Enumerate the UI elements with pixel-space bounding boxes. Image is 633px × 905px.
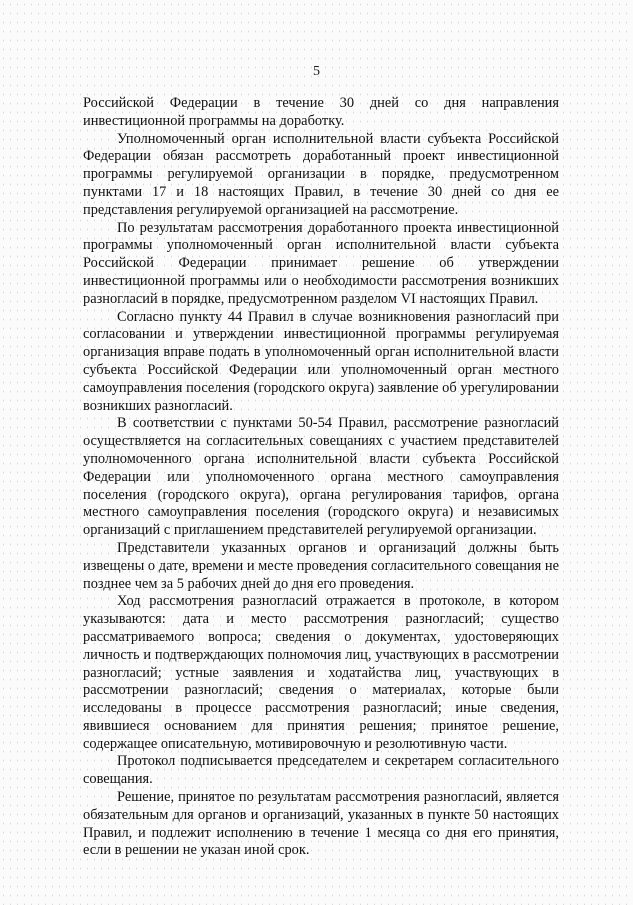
- paragraph-notification: Представители указанных органов и организаций должны быть извещены о дате, времени и месте проведения согласительного совещания не позднее чем за 5 рабочих дней до дня его проведения.: [83, 539, 559, 592]
- paragraph-decision-binding: Решение, принятое по результатам рассмотрения разногласий, является обязательным для органов и организаций, указанных в пункте 50 настоящих Правил, и подлежит исполнению в течение 1 месяца со дня его принятия, если в решении не указан иной срок.: [83, 789, 559, 859]
- paragraph-review-obligation: Уполномоченный орган исполнительной власти субъекта Российской Федерации обязан рассмотреть доработанный проект инвестиционной программы регулируемой организации в порядке, предусмотренном пунктами 17 и 18 настоящих Правил, в течение 30 дней со дня ее представления регулируемой организацией на рассмотрение.: [83, 130, 559, 218]
- document-body: [83, 95, 559, 860]
- page-number: 5: [313, 64, 320, 79]
- paragraph-protocol-signing: Протокол подписывается председателем и секретарем согласительного совещания.: [83, 753, 559, 788]
- paragraph-disagreement-application: Согласно пункту 44 Правил в случае возникновения разногласий при согласовании и утверждении инвестиционной программы регулируемая организация вправе подать в уполномоченный орган исполнительной власти субъекта Российской Федерации или уполномоченный орган местного самоуправления поселения (городского округа) заявление об урегулировании возникших разногласий.: [83, 308, 559, 414]
- paragraph-continuation: Российской Федерации в течение 30 дней со дня направления инвестиционной программы на доработку.: [83, 95, 559, 129]
- paragraph-review-results: По результатам рассмотрения доработанного проекта инвестиционной программы уполномоченный орган исполнительной власти субъекта Российской Федерации принимает решение об утверждении инвестиционной программы или о необходимости рассмотрения возникших разногласий в порядке, предусмотренном разделом VI настоящих Правил.: [83, 219, 559, 307]
- paragraph-conciliation-meetings: В соответствии с пунктами 50-54 Правил, рассмотрение разногласий осуществляется на согласительных совещаниях с участием представителей уполномоченного органа исполнительной власти субъекта Российской Федерации или уполномоченного органа местного самоуправления поселения (городского округа), органа регулирования тарифов, органа местного самоуправления поселения (городского округа) и независимых организаций с приглашением представителей регулируемой организации.: [83, 415, 559, 539]
- paragraph-protocol-contents: Ход рассмотрения разногласий отражается в протоколе, в котором указываются: дата и место рассмотрения разногласий; существо рассматриваемого вопроса; сведения о документах, удостоверяющих личность и подтверждающих полномочия лиц, участвующих в рассмотрении разногласий; устные заявления и ходатайства лиц, участвующих в рассмотрении разногласий; сведения о материалах, которые были исследованы в процессе рассмотрения разногласий; иные сведения, явившиеся основанием для принятия решения; принятое решение, содержащее описательную, мотивировочную и резолютивную части.: [83, 593, 559, 752]
